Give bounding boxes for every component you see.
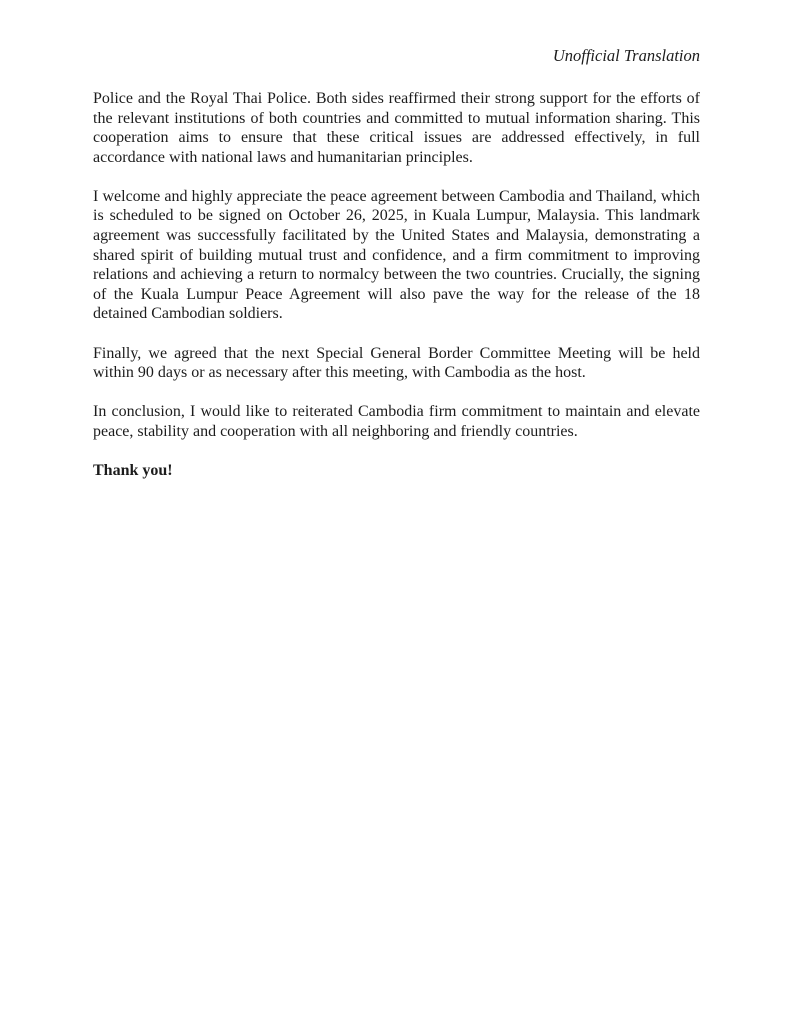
paragraph-next-meeting: Finally, we agreed that the next Special General Border Committee Meeting will be held within 90 days or as necessary after this meeting, with Cambodia as the host.	[93, 344, 700, 382]
header-unofficial-translation: Unofficial Translation	[552, 46, 700, 65]
document-body	[93, 89, 700, 500]
paragraph-police-cooperation: Police and the Royal Thai Police. Both sides reaffirmed their strong support for the efforts of the relevant institutions of both countries and committed to mutual information sharing. This cooperation aims to ensure that these critical issues are addressed effectively, in full accordance with national laws and humanitarian principles.	[93, 90, 700, 166]
closing-thank-you: Thank you!	[93, 461, 173, 479]
paragraph-peace-agreement: I welcome and highly appreciate the peace agreement between Cambodia and Thailand, which is scheduled to be signed on October 26, 2025, in Kuala Lumpur, Malaysia. This landmark agreement was successfully facilitated by the United States and Malaysia, demonstrating a shared spirit of building mutual trust and confidence, and a firm commitment to improving relations and achieving a return to normalcy between the two countries. Crucially, the signing of the Kuala Lumpur Peace Agreement will also pave the way for the release of the 18 detained Cambodian soldiers.	[93, 187, 700, 323]
paragraph-conclusion: In conclusion, I would like to reiterated Cambodia firm commitment to maintain and elevate peace, stability and cooperation with all neighboring and friendly countries.	[93, 403, 700, 440]
